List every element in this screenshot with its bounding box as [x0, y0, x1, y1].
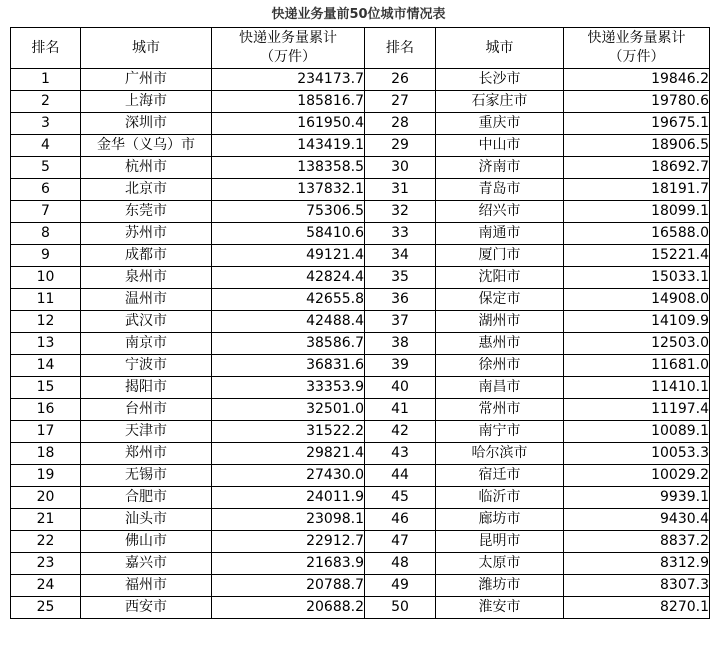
city-cell-2: 济南市 [436, 157, 564, 179]
rank-cell: 5 [11, 157, 81, 179]
table-row [11, 377, 710, 399]
volume-cell-2: 11681.0 [564, 355, 710, 377]
table-row [11, 201, 710, 223]
rank-cell-2: 31 [365, 179, 436, 201]
rank-cell-2: 47 [365, 531, 436, 553]
city-cell: 金华（义乌）市 [81, 135, 212, 157]
table-row [11, 575, 710, 597]
rank-cell-2: 34 [365, 245, 436, 267]
city-cell-2: 太原市 [436, 553, 564, 575]
city-cell: 台州市 [81, 399, 212, 421]
city-cell-2: 常州市 [436, 399, 564, 421]
volume-cell-2: 8270.1 [564, 597, 710, 619]
rank-cell: 14 [11, 355, 81, 377]
city-cell-2: 哈尔滨市 [436, 443, 564, 465]
volume-cell: 161950.4 [212, 113, 365, 135]
volume-cell-2: 12503.0 [564, 333, 710, 355]
rank-cell: 25 [11, 597, 81, 619]
volume-cell: 143419.1 [212, 135, 365, 157]
header-rank: 排名 [11, 28, 81, 69]
city-cell: 郑州市 [81, 443, 212, 465]
volume-cell-2: 18099.1 [564, 201, 710, 223]
city-cell-2: 长沙市 [436, 69, 564, 91]
header-volume-2-line1: 快递业务量累计 [587, 30, 686, 46]
city-cell: 武汉市 [81, 311, 212, 333]
city-cell-2: 中山市 [436, 135, 564, 157]
volume-cell: 49121.4 [212, 245, 365, 267]
table-row [11, 179, 710, 201]
city-cell: 天津市 [81, 421, 212, 443]
volume-cell: 42824.4 [212, 267, 365, 289]
rank-cell-2: 42 [365, 421, 436, 443]
city-cell: 杭州市 [81, 157, 212, 179]
city-cell: 南京市 [81, 333, 212, 355]
rank-cell-2: 48 [365, 553, 436, 575]
rank-cell-2: 37 [365, 311, 436, 333]
volume-cell: 32501.0 [212, 399, 365, 421]
city-cell-2: 临沂市 [436, 487, 564, 509]
table-row [11, 531, 710, 553]
volume-cell-2: 16588.0 [564, 223, 710, 245]
city-cell: 无锡市 [81, 465, 212, 487]
table-row [11, 157, 710, 179]
city-cell-2: 南宁市 [436, 421, 564, 443]
rank-cell: 13 [11, 333, 81, 355]
city-cell: 上海市 [81, 91, 212, 113]
rank-cell-2: 43 [365, 443, 436, 465]
table-row [11, 421, 710, 443]
volume-cell-2: 8837.2 [564, 531, 710, 553]
volume-cell: 42488.4 [212, 311, 365, 333]
city-cell-2: 湖州市 [436, 311, 564, 333]
rank-cell: 17 [11, 421, 81, 443]
city-cell: 深圳市 [81, 113, 212, 135]
city-cell-2: 昆明市 [436, 531, 564, 553]
city-cell: 广州市 [81, 69, 212, 91]
volume-cell: 24011.9 [212, 487, 365, 509]
volume-cell-2: 8312.9 [564, 553, 710, 575]
city-cell-2: 徐州市 [436, 355, 564, 377]
table-body [11, 69, 710, 619]
table-row [11, 69, 710, 91]
table-row [11, 223, 710, 245]
volume-cell-2: 10089.1 [564, 421, 710, 443]
rank-cell-2: 32 [365, 201, 436, 223]
city-cell: 温州市 [81, 289, 212, 311]
table-row [11, 597, 710, 619]
volume-cell-2: 10029.2 [564, 465, 710, 487]
table-row [11, 553, 710, 575]
header-volume-line2: （万件） [260, 49, 316, 65]
rank-cell: 1 [11, 69, 81, 91]
volume-cell: 22912.7 [212, 531, 365, 553]
header-row [11, 28, 710, 69]
table-row [11, 135, 710, 157]
volume-cell-2: 8307.3 [564, 575, 710, 597]
rank-cell: 11 [11, 289, 81, 311]
volume-cell: 58410.6 [212, 223, 365, 245]
city-cell-2: 绍兴市 [436, 201, 564, 223]
city-cell: 苏州市 [81, 223, 212, 245]
city-cell-2: 南通市 [436, 223, 564, 245]
city-cell-2: 宿迁市 [436, 465, 564, 487]
rank-cell-2: 44 [365, 465, 436, 487]
city-cell: 泉州市 [81, 267, 212, 289]
rank-cell: 24 [11, 575, 81, 597]
rank-cell-2: 33 [365, 223, 436, 245]
table-row [11, 333, 710, 355]
city-cell: 福州市 [81, 575, 212, 597]
rank-cell: 15 [11, 377, 81, 399]
rank-cell-2: 27 [365, 91, 436, 113]
table-row [11, 509, 710, 531]
rank-cell: 2 [11, 91, 81, 113]
city-cell-2: 沈阳市 [436, 267, 564, 289]
volume-cell: 138358.5 [212, 157, 365, 179]
city-cell-2: 保定市 [436, 289, 564, 311]
rank-cell-2: 50 [365, 597, 436, 619]
volume-cell-2: 15221.4 [564, 245, 710, 267]
header-volume-line1: 快递业务量累计 [239, 30, 337, 46]
table-row [11, 91, 710, 113]
city-cell: 宁波市 [81, 355, 212, 377]
table-row [11, 289, 710, 311]
header-volume-2-line2: （万件） [608, 49, 665, 65]
rank-cell-2: 49 [365, 575, 436, 597]
rank-cell: 23 [11, 553, 81, 575]
city-cell: 嘉兴市 [81, 553, 212, 575]
city-cell: 佛山市 [81, 531, 212, 553]
rank-cell-2: 41 [365, 399, 436, 421]
rank-cell: 3 [11, 113, 81, 135]
header-city: 城市 [81, 28, 212, 69]
rank-cell: 12 [11, 311, 81, 333]
volume-cell-2: 19675.1 [564, 113, 710, 135]
city-cell: 东莞市 [81, 201, 212, 223]
table-row [11, 487, 710, 509]
rank-cell-2: 29 [365, 135, 436, 157]
table-row [11, 465, 710, 487]
rank-cell: 9 [11, 245, 81, 267]
city-cell-2: 厦门市 [436, 245, 564, 267]
volume-cell: 42655.8 [212, 289, 365, 311]
city-cell: 汕头市 [81, 509, 212, 531]
volume-cell-2: 18906.5 [564, 135, 710, 157]
city-cell: 揭阳市 [81, 377, 212, 399]
rank-cell: 18 [11, 443, 81, 465]
volume-cell: 27430.0 [212, 465, 365, 487]
table-row [11, 267, 710, 289]
volume-cell-2: 11410.1 [564, 377, 710, 399]
rank-cell-2: 46 [365, 509, 436, 531]
volume-cell: 36831.6 [212, 355, 365, 377]
rank-cell-2: 45 [365, 487, 436, 509]
volume-cell: 137832.1 [212, 179, 365, 201]
table-row [11, 355, 710, 377]
volume-cell: 23098.1 [212, 509, 365, 531]
volume-cell-2: 11197.4 [564, 399, 710, 421]
city-cell-2: 淮安市 [436, 597, 564, 619]
volume-cell-2: 15033.1 [564, 267, 710, 289]
volume-cell: 29821.4 [212, 443, 365, 465]
volume-cell: 31522.2 [212, 421, 365, 443]
volume-cell: 75306.5 [212, 201, 365, 223]
rank-cell-2: 26 [365, 69, 436, 91]
volume-cell-2: 18692.7 [564, 157, 710, 179]
city-cell: 北京市 [81, 179, 212, 201]
volume-cell-2: 14109.9 [564, 311, 710, 333]
rank-cell: 10 [11, 267, 81, 289]
volume-cell-2: 10053.3 [564, 443, 710, 465]
volume-cell: 21683.9 [212, 553, 365, 575]
table-row [11, 245, 710, 267]
table-title: 快递业务量前50位城市情况表 [271, 7, 446, 22]
city-cell-2: 廊坊市 [436, 509, 564, 531]
rank-cell: 7 [11, 201, 81, 223]
rank-cell: 22 [11, 531, 81, 553]
volume-cell-2: 18191.7 [564, 179, 710, 201]
volume-cell: 234173.7 [212, 69, 365, 91]
rank-cell-2: 30 [365, 157, 436, 179]
rank-cell-2: 28 [365, 113, 436, 135]
city-cell-2: 惠州市 [436, 333, 564, 355]
city-cell: 合肥市 [81, 487, 212, 509]
rank-cell: 20 [11, 487, 81, 509]
rank-cell: 8 [11, 223, 81, 245]
volume-cell: 20788.7 [212, 575, 365, 597]
volume-cell-2: 19780.6 [564, 91, 710, 113]
rank-cell: 6 [11, 179, 81, 201]
rank-cell: 21 [11, 509, 81, 531]
header-city-2: 城市 [436, 28, 564, 69]
volume-cell: 185816.7 [212, 91, 365, 113]
volume-cell-2: 14908.0 [564, 289, 710, 311]
header-rank-2: 排名 [365, 28, 436, 69]
city-cell: 西安市 [81, 597, 212, 619]
header-volume-2 [564, 28, 710, 69]
table-row [11, 443, 710, 465]
volume-cell-2: 9430.4 [564, 509, 710, 531]
rank-cell-2: 38 [365, 333, 436, 355]
rank-cell: 4 [11, 135, 81, 157]
rank-cell-2: 39 [365, 355, 436, 377]
city-cell: 成都市 [81, 245, 212, 267]
volume-cell-2: 9939.1 [564, 487, 710, 509]
rank-cell-2: 36 [365, 289, 436, 311]
city-cell-2: 石家庄市 [436, 91, 564, 113]
rank-cell-2: 35 [365, 267, 436, 289]
header-volume [212, 28, 365, 69]
city-cell-2: 南昌市 [436, 377, 564, 399]
table-row [11, 113, 710, 135]
city-cell-2: 青岛市 [436, 179, 564, 201]
city-cell-2: 重庆市 [436, 113, 564, 135]
city-cell-2: 潍坊市 [436, 575, 564, 597]
rank-cell-2: 40 [365, 377, 436, 399]
rank-cell: 19 [11, 465, 81, 487]
table-row [11, 311, 710, 333]
volume-cell: 38586.7 [212, 333, 365, 355]
volume-cell: 20688.2 [212, 597, 365, 619]
city-ranking-table [10, 27, 710, 619]
volume-cell-2: 19846.2 [564, 69, 710, 91]
table-row [11, 399, 710, 421]
rank-cell: 16 [11, 399, 81, 421]
volume-cell: 33353.9 [212, 377, 365, 399]
